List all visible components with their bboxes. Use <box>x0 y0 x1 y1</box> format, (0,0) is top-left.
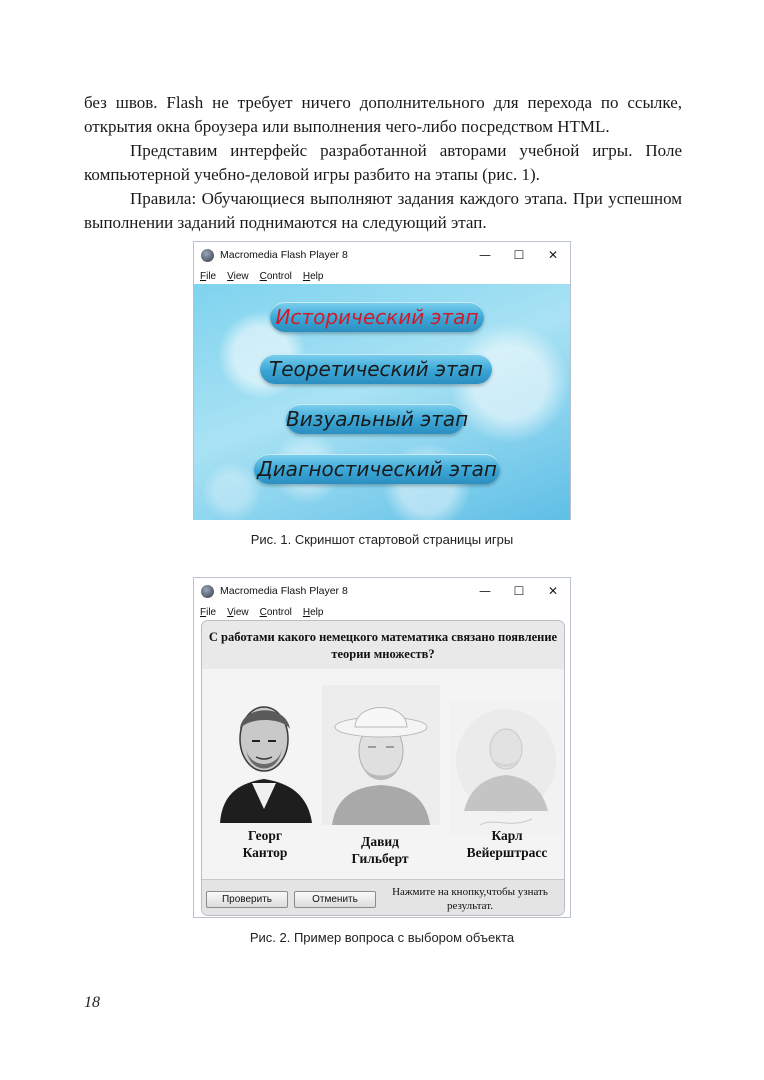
window-titlebar <box>194 578 570 604</box>
menu-file[interactable]: File <box>200 606 217 618</box>
window-titlebar <box>194 242 570 268</box>
game-start-stage <box>194 284 570 520</box>
menu-help[interactable]: Help <box>302 270 324 282</box>
page-number: 18 <box>84 994 100 1011</box>
question-text: С работами какого немецкого математика связано появление теории множеств? <box>208 630 558 661</box>
maximize-button[interactable]: ☐ <box>513 248 525 262</box>
menu-bar <box>194 268 570 284</box>
diagnostic-stage-button[interactable]: Диагностический этап <box>254 454 500 484</box>
theoretical-stage-button[interactable]: Теоретический этап <box>260 354 492 384</box>
weierstrass-portrait[interactable] <box>450 701 562 835</box>
close-button[interactable]: ✕ <box>547 248 559 262</box>
result-hint: Нажмите на кнопку,чтобы узнать результат. <box>392 886 548 912</box>
minimize-button[interactable]: — <box>479 584 491 598</box>
cancel-button[interactable]: Отменить <box>294 891 376 908</box>
menu-help[interactable]: Help <box>302 606 324 618</box>
menu-view[interactable]: View <box>227 606 249 618</box>
figure-1-caption: Рис. 1. Скриншот стартовой страницы игры <box>250 532 514 547</box>
menu-control[interactable]: Control <box>259 270 292 282</box>
visual-stage-button[interactable]: Визуальный этап <box>286 404 464 434</box>
menu-bar <box>194 604 570 620</box>
option-hilbert-name[interactable]: Давид Гильберт <box>351 834 409 866</box>
maximize-button[interactable]: ☐ <box>513 584 525 598</box>
menu-file[interactable]: File <box>200 270 217 282</box>
paragraph-rules: Правила: Обучающиеся выполняют задания каждого этапа. При успешном выполнении заданий поднимаются на следующий этап. <box>84 189 682 232</box>
close-button[interactable]: ✕ <box>547 584 559 598</box>
menu-view[interactable]: View <box>227 270 249 282</box>
paragraph-interface: Представим интерфейс разработанной авторами учебной игры. Поле компьютерной учебно-деловой игры разбито на этапы (рис. 1). <box>84 141 682 184</box>
figure-2-caption: Рис. 2. Пример вопроса с выбором объекта <box>249 930 515 945</box>
historical-stage-button[interactable]: Исторический этап <box>270 302 484 332</box>
check-button[interactable]: Проверить <box>206 891 288 908</box>
cantor-portrait[interactable] <box>212 683 317 823</box>
flash-player-icon <box>201 585 214 598</box>
window-title: Macromedia Flash Player 8 <box>220 585 348 597</box>
option-weierstrass-name[interactable]: Карл Вейерштрасс <box>466 828 548 860</box>
flash-player-window-question <box>193 577 571 918</box>
window-title: Macromedia Flash Player 8 <box>220 249 348 261</box>
paragraph-intro: без швов. Flash не требует ничего дополнительного для перехода по ссылке, открытия окна броузера или выполнения чего-либо посредством HTML. <box>84 93 682 136</box>
question-stage <box>201 620 565 916</box>
flash-player-window-start <box>193 241 571 520</box>
option-cantor-name[interactable]: Георг Кантор <box>242 828 288 860</box>
hilbert-portrait[interactable] <box>322 685 440 825</box>
flash-player-icon <box>201 249 214 262</box>
menu-control[interactable]: Control <box>259 606 292 618</box>
minimize-button[interactable]: — <box>479 248 491 262</box>
